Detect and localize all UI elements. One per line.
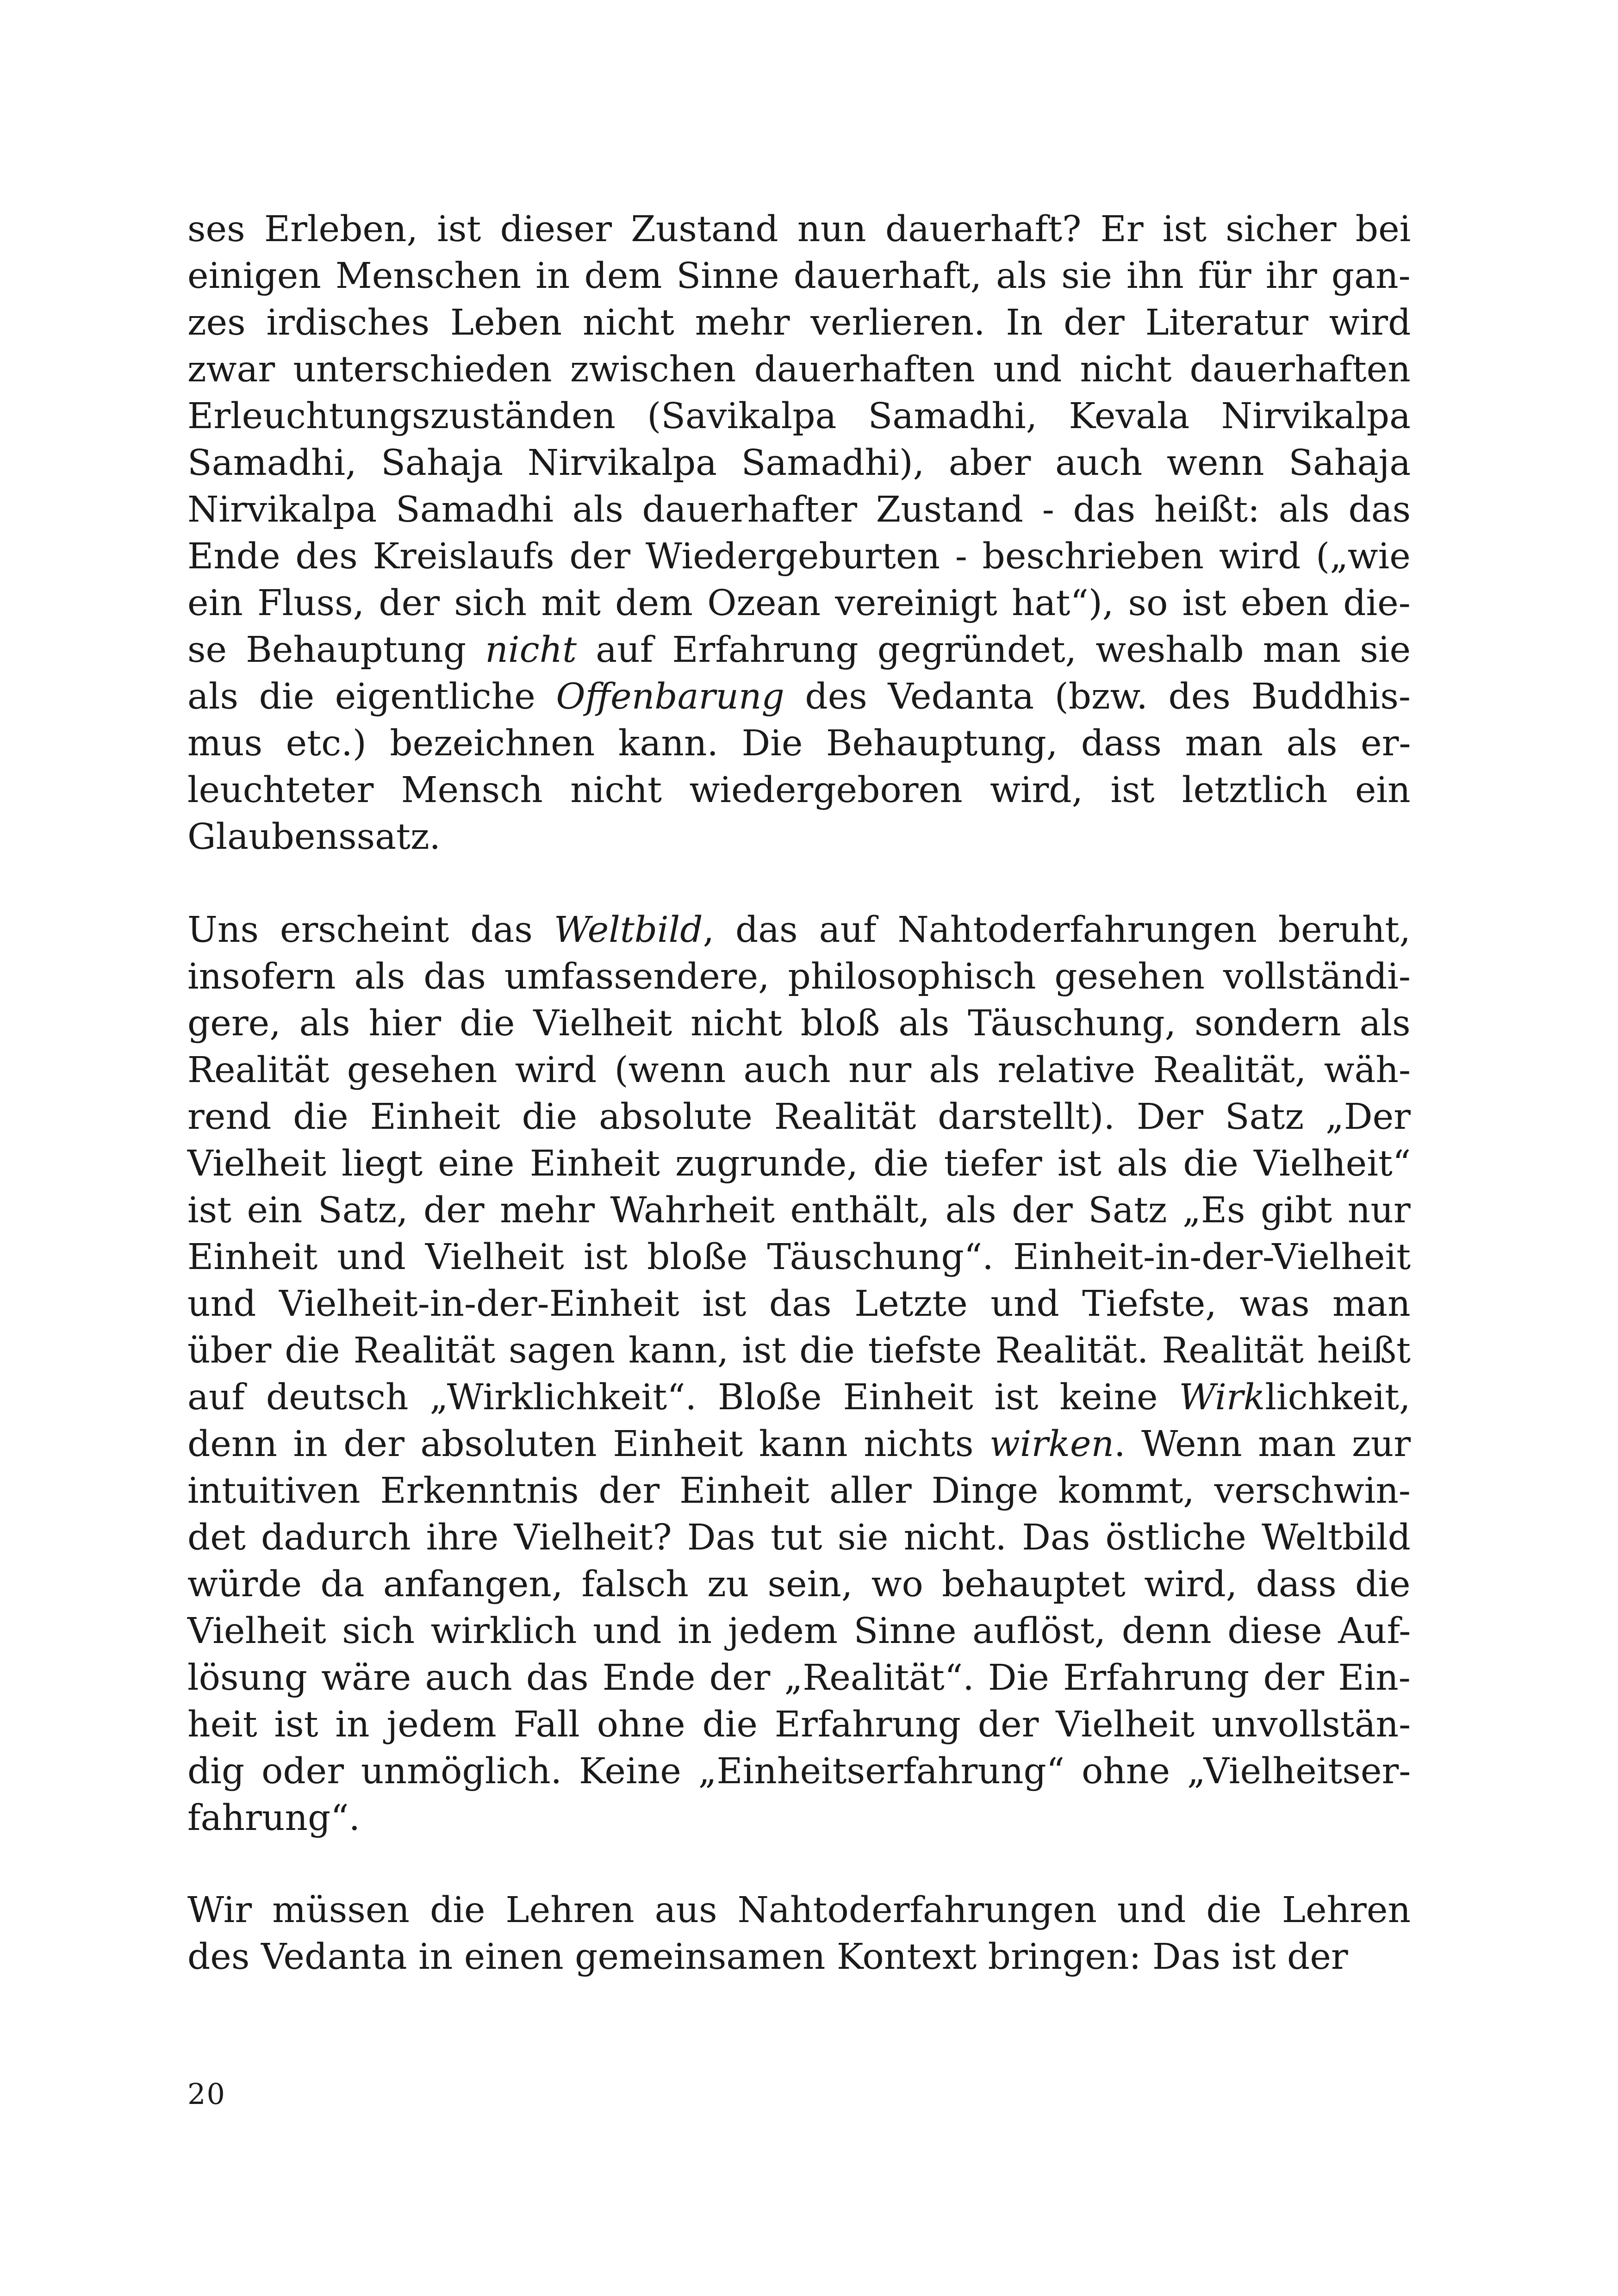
text-segment: ist ein Satz, der mehr Wahrheit enthält, als der Satz „Es gibt nur <box>187 1190 1411 1231</box>
text-line <box>187 1374 1411 1421</box>
text-line <box>187 907 1411 953</box>
text-segment: lösung wäre auch das Ende der „Realität“. Die Erfahrung der Ein- <box>187 1657 1411 1699</box>
text-line <box>187 1187 1411 1234</box>
text-line <box>187 1561 1411 1608</box>
italic-text: Offenbarung <box>556 676 784 717</box>
text-line <box>187 1608 1411 1655</box>
text-line <box>187 346 1411 393</box>
text-segment: einigen Menschen in dem Sinne dauerhaft, als sie ihn für ihr gan- <box>187 255 1411 297</box>
text-segment: Vielheit sich wirklich und in jedem Sinne auflöst, denn diese Auf- <box>187 1611 1411 1652</box>
text-segment: als die eigentliche <box>187 676 556 717</box>
text-line <box>187 1000 1411 1047</box>
italic-text: wirken <box>989 1424 1114 1465</box>
text-segment: ses Erleben, ist dieser Zustand nun dauerhaft? Er ist sicher bei <box>187 209 1411 250</box>
italic-text: Wirk <box>1179 1377 1265 1418</box>
text-segment: Vielheit liegt eine Einheit zugrunde, die tiefer ist als die Vielheit“ <box>187 1143 1411 1184</box>
paragraph-3 <box>187 1887 1411 1980</box>
text-segment: lichkeit, <box>1265 1377 1411 1418</box>
text-line <box>187 486 1411 533</box>
text-line <box>187 1701 1411 1748</box>
text-segment: , das auf Nahtoderfahrungen beruht, <box>703 909 1411 951</box>
text-segment: zes irdisches Leben nicht mehr verlieren. In der Literatur wird <box>187 302 1411 343</box>
text-segment: des Vedanta (bzw. des Buddhis- <box>784 676 1411 717</box>
text-segment: Einheit und Vielheit ist bloße Täuschung“. Einheit-in-der-Vielheit <box>187 1237 1411 1278</box>
text-line <box>187 627 1411 673</box>
text-segment: Erleuchtungszuständen (Savikalpa Samadhi, Kevala Nirvikalpa <box>187 396 1411 437</box>
paragraph-1 <box>187 206 1411 860</box>
text-segment: det dadurch ihre Vielheit? Das tut sie nicht. Das östliche Weltbild <box>187 1517 1411 1558</box>
text-segment: rend die Einheit die absolute Realität darstellt). Der Satz „Der <box>187 1096 1411 1138</box>
text-segment: Ende des Kreislaufs der Wiedergeburten - beschrieben wird („wie <box>187 536 1411 577</box>
text-segment: insofern als das umfassendere, philosophisch gesehen vollständi- <box>187 956 1411 997</box>
text-line <box>187 1281 1411 1327</box>
text-segment: Glaubenssatz. <box>187 816 441 858</box>
text-segment: Uns erscheint das <box>187 909 554 951</box>
text-segment: denn in der absoluten Einheit kann nichts <box>187 1424 989 1465</box>
text-segment: dig oder unmöglich. Keine „Einheitserfahrung“ ohne „Vielheitser- <box>187 1751 1411 1792</box>
text-line <box>187 299 1411 346</box>
text-line <box>187 1047 1411 1094</box>
text-segment: des Vedanta in einen gemeinsamen Kontext bringen: Das ist der <box>187 1936 1348 1978</box>
text-segment: fahrung“. <box>187 1798 361 1839</box>
text-segment: auf Erfahrung gegründet, weshalb man sie <box>577 629 1411 671</box>
text-line <box>187 1327 1411 1374</box>
text-line <box>187 533 1411 580</box>
text-segment: leuchteter Mensch nicht wiedergeboren wird, ist letztlich ein <box>187 770 1411 811</box>
text-line <box>187 1795 1411 1842</box>
text-segment: Realität gesehen wird (wenn auch nur als relative Realität, wäh- <box>187 1050 1411 1091</box>
text-segment: zwar unterschieden zwischen dauerhaften und nicht dauerhaften <box>187 349 1411 390</box>
text-line <box>187 1934 1411 1980</box>
page-number: 20 <box>187 2077 226 2111</box>
text-line <box>187 1094 1411 1140</box>
italic-text: nicht <box>485 629 577 671</box>
text-segment: intuitiven Erkenntnis der Einheit aller Dinge kommt, verschwin- <box>187 1470 1411 1512</box>
text-line <box>187 1140 1411 1187</box>
text-line <box>187 767 1411 814</box>
text-line <box>187 393 1411 440</box>
text-segment: würde da anfangen, falsch zu sein, wo behauptet wird, dass die <box>187 1564 1411 1605</box>
text-line <box>187 1234 1411 1281</box>
text-segment: Samadhi, Sahaja Nirvikalpa Samadhi), aber auch wenn Sahaja <box>187 442 1411 484</box>
text-segment: ein Fluss, der sich mit dem Ozean vereinigt hat“), so ist eben die- <box>187 583 1411 624</box>
text-line <box>187 673 1411 720</box>
text-segment: Nirvikalpa Samadhi als dauerhafter Zustand - das heißt: als das <box>187 489 1411 530</box>
text-segment: und Vielheit-in-der-Einheit ist das Letzte und Tiefste, was man <box>187 1283 1411 1325</box>
text-line <box>187 814 1411 860</box>
text-segment: . Wenn man zur <box>1114 1424 1411 1465</box>
paragraph-2 <box>187 907 1411 1842</box>
text-line <box>187 953 1411 1000</box>
text-line <box>187 1468 1411 1514</box>
text-segment: Wir müssen die Lehren aus Nahtoderfahrungen und die Lehren <box>187 1890 1411 1931</box>
text-line <box>187 1887 1411 1934</box>
text-line <box>187 1655 1411 1701</box>
text-line <box>187 1514 1411 1561</box>
italic-text: Weltbild <box>554 909 703 951</box>
text-line <box>187 440 1411 486</box>
text-segment: gere, als hier die Vielheit nicht bloß als Täuschung, sondern als <box>187 1003 1411 1044</box>
text-line <box>187 253 1411 299</box>
text-line <box>187 206 1411 253</box>
text-line <box>187 1421 1411 1468</box>
text-segment: auf deutsch „Wirklichkeit“. Bloße Einheit ist keine <box>187 1377 1179 1418</box>
text-segment: heit ist in jedem Fall ohne die Erfahrung der Vielheit unvollstän- <box>187 1704 1411 1745</box>
text-line <box>187 580 1411 627</box>
text-segment: über die Realität sagen kann, ist die tiefste Realität. Realität heißt <box>187 1330 1411 1371</box>
text-line <box>187 720 1411 767</box>
text-segment: mus etc.) bezeichnen kann. Die Behauptung, dass man als er- <box>187 723 1411 764</box>
text-line <box>187 1748 1411 1795</box>
text-segment: se Behauptung <box>187 629 485 671</box>
